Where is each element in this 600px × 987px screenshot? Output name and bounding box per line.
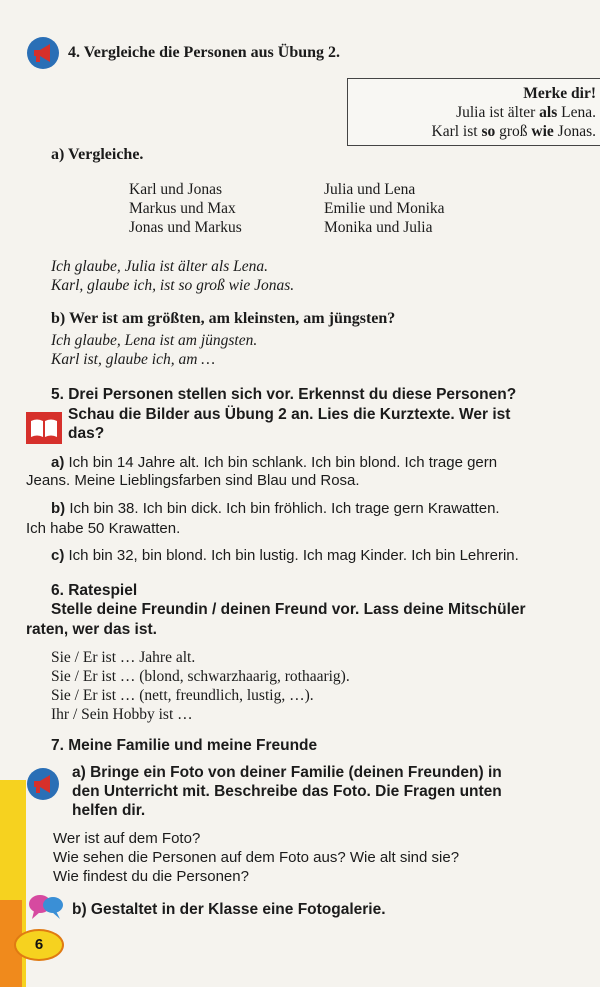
ex4-b-example-1: Ich glaube, Lena ist am jüngsten. bbox=[51, 332, 258, 349]
merke-line-1: Julia ist älter als Lena. bbox=[456, 104, 596, 121]
ex5-title-line-2: Schau die Bilder aus Übung 2 an. Lies die Kurztexte. Wer ist bbox=[68, 406, 511, 423]
pair-right-1: Julia und Lena bbox=[324, 181, 416, 198]
ex4-example-1: Ich glaube, Julia ist älter als Lena. bbox=[51, 258, 268, 275]
ex4-b-example-2: Karl ist, glaube ich, am … bbox=[51, 351, 216, 368]
ex5-title-line-1: 5. Drei Personen stellen sich vor. Erkennst du diese Personen? bbox=[51, 386, 517, 403]
pair-left-2: Markus und Max bbox=[129, 200, 236, 217]
ex5-a-line-1: a) Ich bin 14 Jahre alt. Ich bin schlank. Ich bin blond. Ich trage gern bbox=[51, 454, 498, 471]
ex7-b-title: b) Gestaltet in der Klasse eine Fotogalerie. bbox=[72, 901, 386, 918]
page-number: 6 bbox=[14, 929, 64, 961]
pair-right-2: Emilie und Monika bbox=[324, 200, 445, 217]
ex7-question-1: Wer ist auf dem Foto? bbox=[53, 830, 201, 847]
merke-box bbox=[347, 78, 600, 146]
ex7-a-line-3: helfen dir. bbox=[72, 802, 146, 819]
ex4-title: 4. Vergleiche die Personen aus Übung 2. bbox=[68, 44, 341, 61]
ex6-line-3: Sie / Er ist … (nett, freundlich, lustig, …). bbox=[51, 687, 314, 704]
ex5-b-line-2: Ich habe 50 Krawatten. bbox=[26, 520, 181, 537]
ex6-sub-line-2: raten, wer das ist. bbox=[26, 621, 157, 638]
ex6-line-2: Sie / Er ist … (blond, schwarzhaarig, rothaarig). bbox=[51, 668, 350, 685]
pair-left-1: Karl und Jonas bbox=[129, 181, 222, 198]
megaphone-icon bbox=[26, 36, 60, 70]
ex6-sub-line-1: Stelle deine Freundin / deinen Freund vor. Lass deine Mitschüler bbox=[51, 601, 526, 618]
ex5-c-line-1: c) Ich bin 32, bin blond. Ich bin lustig. Ich mag Kinder. Ich bin Lehrerin. bbox=[51, 547, 519, 564]
ex6-line-4: Ihr / Sein Hobby ist … bbox=[51, 706, 193, 723]
merke-heading: Merke dir! bbox=[523, 85, 596, 102]
ex7-question-3: Wie findest du die Personen? bbox=[53, 868, 249, 885]
ex5-b-line-1: b) Ich bin 38. Ich bin dick. Ich bin fröhlich. Ich trage gern Krawatten. bbox=[51, 500, 500, 517]
pair-left-3: Jonas und Markus bbox=[129, 219, 242, 236]
ex7-a-line-1: a) Bringe ein Foto von deiner Familie (deinen Freunden) in bbox=[72, 764, 502, 781]
ex4-example-2: Karl, glaube ich, ist so groß wie Jonas. bbox=[51, 277, 295, 294]
ex7-question-2: Wie sehen die Personen auf dem Foto aus? Wie alt sind sie? bbox=[53, 849, 460, 866]
ex6-line-1: Sie / Er ist … Jahre alt. bbox=[51, 649, 196, 666]
ex7-a-line-2: den Unterricht mit. Beschreibe das Foto. Die Fragen unten bbox=[72, 783, 502, 800]
pair-right-3: Monika und Julia bbox=[324, 219, 433, 236]
ex7-title: 7. Meine Familie und meine Freunde bbox=[51, 737, 318, 754]
merke-line-2: Karl ist so groß wie Jonas. bbox=[431, 123, 596, 140]
ex4-a-title: a) Vergleiche. bbox=[51, 146, 144, 163]
ex5-a-line-2: Jeans. Meine Lieblingsfarben sind Blau und Rosa. bbox=[26, 472, 360, 489]
ex6-title: 6. Ratespiel bbox=[51, 582, 138, 599]
ex4-b-title: b) Wer ist am größten, am kleinsten, am jüngsten? bbox=[51, 310, 396, 327]
megaphone-icon bbox=[26, 767, 60, 801]
book-icon bbox=[26, 412, 62, 444]
speech-bubbles-icon bbox=[28, 893, 64, 921]
ex5-title-line-3: das? bbox=[68, 425, 105, 442]
